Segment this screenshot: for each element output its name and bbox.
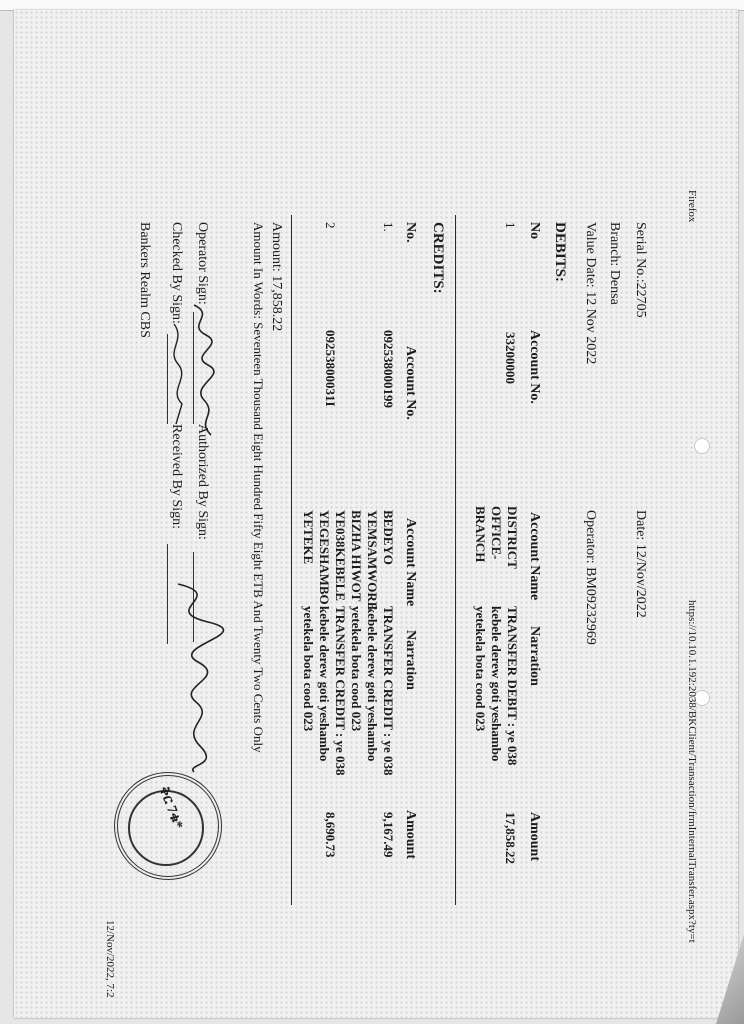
browser-name: Firefox — [686, 190, 698, 223]
amount-in-words: Amount In Words: Seventeen Thousand Eight Hundred Fifty Eight ETB And Twenty Two Cents Only — [251, 222, 266, 753]
authorized-sign-label: Authorized By Sign: — [195, 424, 210, 540]
row-account-name: YE038KEBELE YEGESHAMBO YETEKE — [301, 510, 348, 605]
debits-title: DEBITS: — [552, 222, 568, 283]
col-narration: Narration — [403, 630, 418, 690]
print-timestamp: 12/Nov/2022, 7:2 — [104, 920, 116, 998]
checked-sign-label: Checked By Sign: — [169, 222, 184, 324]
total-amount: Amount: 17,858.22 — [269, 222, 284, 332]
serial-number: Serial No.:22705 — [633, 222, 648, 318]
col-account-no: Account No. — [403, 346, 418, 420]
divider — [291, 215, 292, 905]
row-account-name: BEDEYO YEMSAMWORE BIZHA HIWOT — [349, 510, 396, 611]
col-no: No — [527, 222, 542, 240]
col-account-name: Account Name — [527, 512, 542, 601]
row-amount: 8,690.73 — [323, 812, 338, 858]
row-no: 2 — [323, 222, 338, 229]
row-no: 1 — [503, 222, 518, 229]
row-account-no: 33200000 — [503, 332, 518, 384]
row-narration: TRANSFER DEBIT : ye 038 kebele derew goti yeshambo yetekela bota cood 023 — [473, 606, 520, 766]
col-account-name: Account Name — [403, 518, 418, 607]
received-sign-label: Received By Sign: — [169, 424, 184, 529]
operator-id: Operator: BM09232969 — [583, 510, 598, 645]
checked-signature — [162, 320, 192, 430]
credits-title: CREDITS: — [430, 222, 446, 294]
row-amount: 17,858.22 — [503, 812, 518, 864]
voucher-date: Date: 12/Nov/2022 — [633, 510, 648, 618]
print-url: https://10.10.1.192:2038/BKClient/Transaction/frmInternalTransfer.aspx?ty=t — [686, 600, 698, 943]
bank-stamp: ቅር 7ቁ* — [114, 772, 222, 880]
divider — [455, 215, 456, 905]
branch-name: Branch: Densa — [607, 222, 622, 305]
row-account-no: 09253800031I — [323, 330, 338, 407]
col-account-no: Account No. — [527, 330, 542, 404]
row-amount: 9,167.49 — [381, 812, 396, 858]
col-amount: Amount — [403, 810, 418, 860]
col-amount: Amount — [527, 812, 542, 862]
row-narration: TRANSFER CREDIT : ye 038 kebele derew goti yeshambo yetekela bota cood 023 — [349, 606, 396, 776]
col-no: No. — [403, 222, 418, 243]
value-date: Value Date: 12 Nov 2022 — [583, 222, 598, 365]
bankers-realm-label: Bankers Realm CBS — [137, 222, 152, 338]
row-account-no: 092538000199 — [381, 330, 396, 408]
col-narration: Narration — [527, 626, 542, 686]
row-account-name: DISTRICT OFFICE- BRANCH — [473, 506, 520, 569]
row-narration: TRANSFER CREDIT : ye 038 kebele derew goti yeshambo yetekela bota cood 023 — [301, 606, 348, 776]
authorized-signature — [148, 576, 238, 776]
transfer-voucher — [88, 0, 708, 1000]
row-no: 1. — [381, 222, 396, 232]
operator-sign-label: Operator Sign: — [195, 222, 210, 305]
